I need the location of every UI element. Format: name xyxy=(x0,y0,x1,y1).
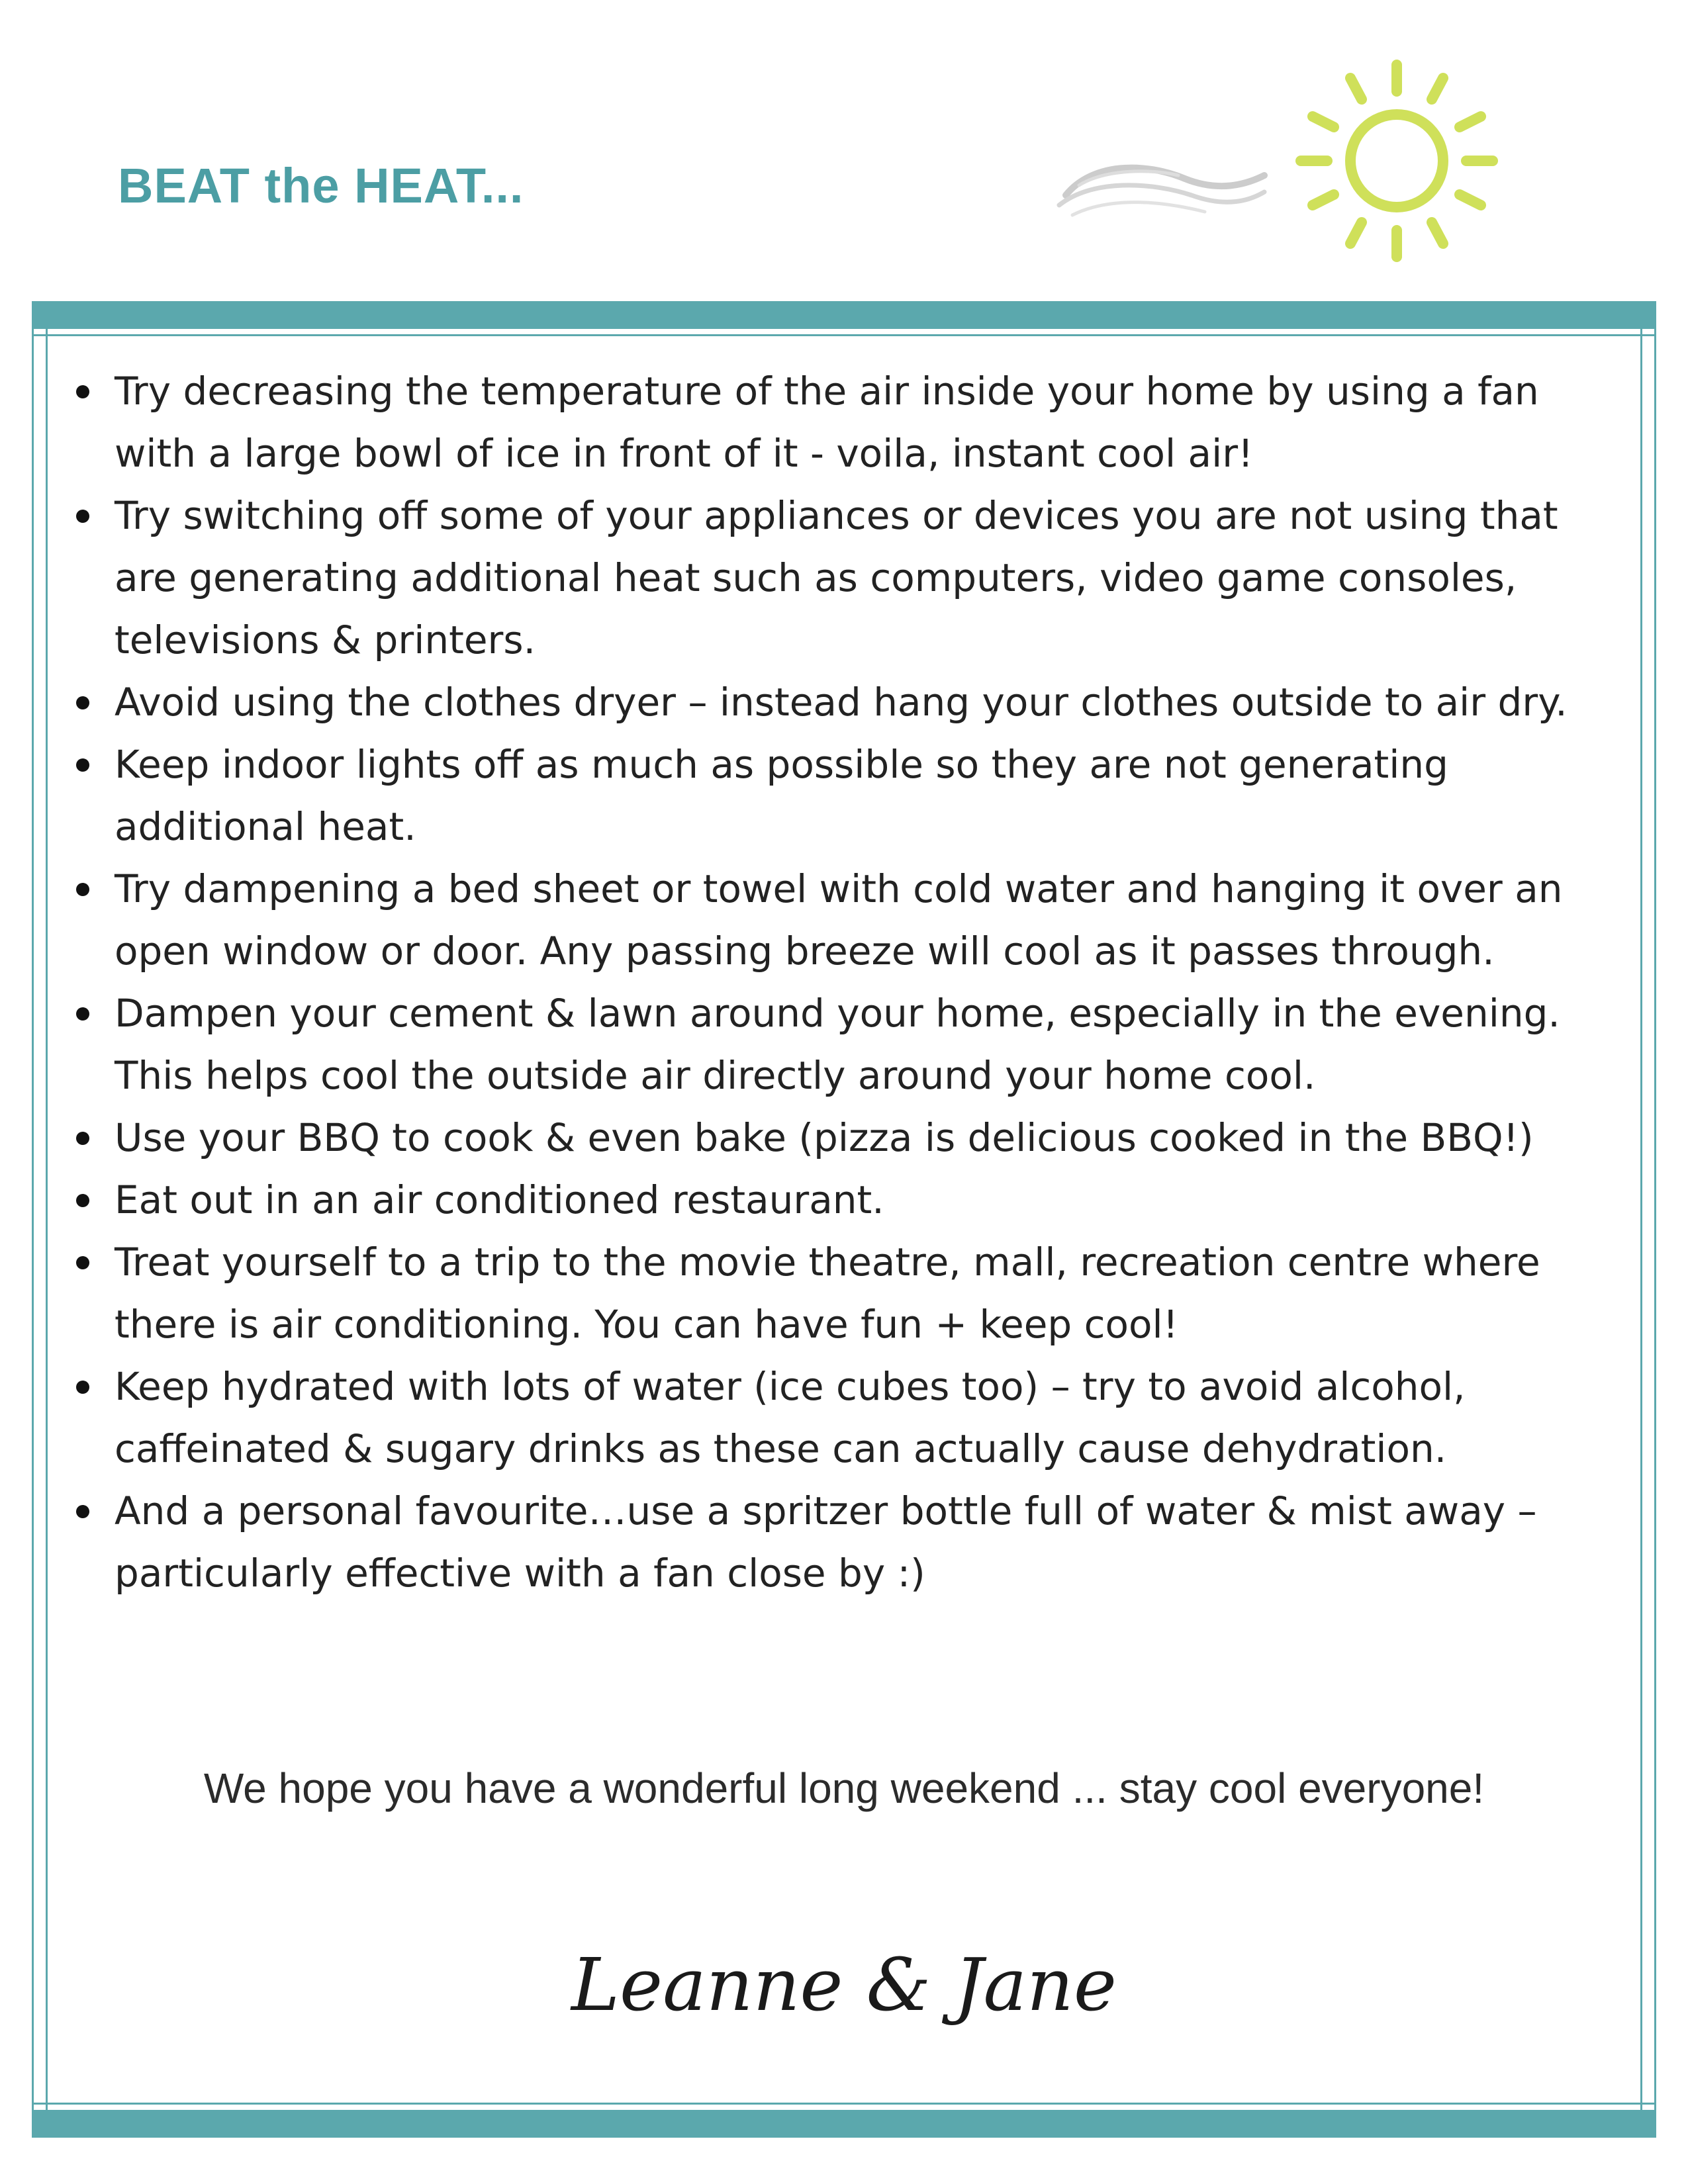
wind-icon xyxy=(1053,149,1271,228)
list-item: Use your BBQ to cook & even bake (pizza is delicious cooked in the BBQ!) xyxy=(63,1107,1632,1169)
list-item: Try switching off some of your appliances or devices you are not using that are generating additional heat such as computers, video game consoles, televisions & printers. xyxy=(63,484,1632,671)
list-item: Keep indoor lights off as much as possible so they are not generating additional heat. xyxy=(63,733,1632,858)
tips-list xyxy=(63,360,1632,1604)
list-item: Try decreasing the temperature of the air inside your home by using a fan with a large bowl of ice in front of it - voila, instant cool air! xyxy=(63,360,1632,484)
bottom-border-bar xyxy=(32,2110,1656,2138)
list-item: Avoid using the clothes dryer – instead hang your clothes outside to air dry. xyxy=(63,671,1632,733)
list-item: Treat yourself to a trip to the movie theatre, mall, recreation centre where there is air conditioning. You can have fun + keep cool! xyxy=(63,1231,1632,1355)
bottom-border-line xyxy=(32,2103,1656,2105)
closing-message: We hope you have a wonderful long weekend ... stay cool everyone! xyxy=(203,1764,1485,1812)
list-item: Try dampening a bed sheet or towel with cold water and hanging it over an open window or door. Any passing breeze will cool as it passes through. xyxy=(63,858,1632,982)
list-item: Dampen your cement & lawn around your home, especially in the evening. This helps cool the outside air directly around your home cool. xyxy=(63,982,1632,1107)
list-item: Keep hydrated with lots of water (ice cubes too) – try to avoid alcohol, caffeinated & sugary drinks as these can actually cause dehydration. xyxy=(63,1355,1632,1480)
list-item: Eat out in an air conditioned restaurant. xyxy=(63,1169,1632,1231)
list-item: And a personal favourite…use a spritzer bottle full of water & mist away – particularly effective with a fan close by :) xyxy=(63,1480,1632,1604)
top-border-line xyxy=(32,334,1656,336)
top-border-bar xyxy=(32,301,1656,329)
page-title: BEAT the HEAT... xyxy=(118,158,524,213)
sun-icon xyxy=(1294,58,1499,263)
signature: Leanne & Jane xyxy=(571,1942,1117,2027)
